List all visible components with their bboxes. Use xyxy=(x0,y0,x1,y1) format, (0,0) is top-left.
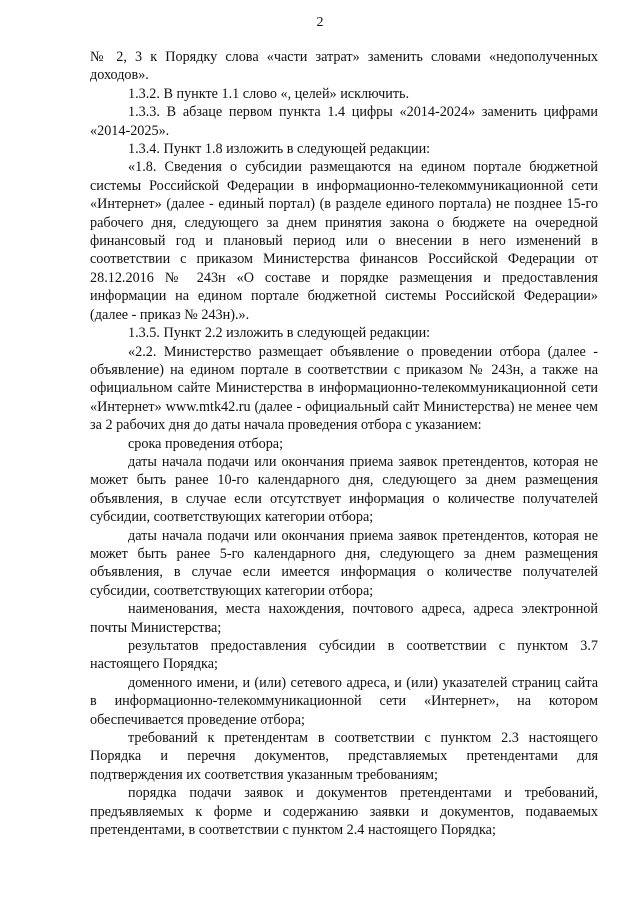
paragraph-1-3-3: 1.3.3. В абзаце первом пункта 1.4 цифры «2014-2024» заменить цифрами «2014-2025». xyxy=(90,104,598,139)
paragraph-1-3-2: 1.3.2. В пункте 1.1 слово «, целей» исключить. xyxy=(128,85,410,102)
list-item-application-procedure: порядка подачи заявок и документов претендентами и требований, предъявляемых к форме и содержанию заявки и документов, подаваемых претендентами, в соответствии с пунктом 2.4 настоящего Порядка; xyxy=(90,785,598,839)
paragraph-1-3-5: 1.3.5. Пункт 2.2 изложить в следующей редакции: xyxy=(128,325,431,342)
list-item-applicant-requirements: требований к претендентам в соответствии с пунктом 2.3 настоящего Порядка и перечня документов, представляемых претендентами для подтверждения их соответствия указанным требованиям; xyxy=(90,730,598,783)
paragraph-1-3-4: 1.3.4. Пункт 1.8 изложить в следующей редакции: xyxy=(128,141,431,158)
paragraph-1-8-text: «1.8. Сведения о субсидии размещаются на едином портале бюджетной системы Российской Федерации в информационно-телекоммуникационной сети «Интернет» (далее - единый портал) (в разделе единого портала) не позднее 15-го рабочего дня, следующего за днем принятия закона о бюджете на очередной финансовый год и плановый период или о внесении в него изменений в соответствии с приказом Министерства финансов Российской Федерации от 28.12.2016 № 243н «О составе и порядке размещения и предоставления информации на едином портале бюджетной системы Российской Федерации» (далее - приказ № 243н).». xyxy=(90,159,598,323)
list-item-domain-name: доменного имени, и (или) сетевого адреса, и (или) указателей страниц сайта в информационно-телекоммуникационной сети «Интернет», на котором обеспечивается проведение отбора; xyxy=(90,674,598,728)
paragraph-2-2-text: «2.2. Министерство размещает объявление о проведении отбора (далее - объявление) на едином портале в соответствии с приказом № 243н, а также на официальном сайте Министерства в информационно-телекоммуникационной сети «Интернет» www.mtk42.ru (далее - официальный сайт Министерства) не менее чем за 2 рабочих дня до даты начала проведения отбора с указанием: xyxy=(90,343,598,434)
list-item-subsidy-results: результатов предоставления субсидии в соответствии с пунктом 3.7 настоящего Порядка; xyxy=(90,638,598,673)
list-item-ministry-contacts: наименования, места нахождения, почтового адреса, адреса электронной почты Министерства; xyxy=(90,601,598,636)
list-item-selection-period: срока проведения отбора; xyxy=(128,435,284,452)
paragraph-amendment-continuation: № 2, 3 к Порядку слова «части затрат» заменить словами «недополученных доходов». xyxy=(90,49,598,84)
list-item-dates-10-day: даты начала подачи или окончания приема заявок претендентов, которая не может быть ранее 10-го календарного дня, следующего за днем размещения объявления, в случае если отсутствует информация о количестве получателей субсидии, соответствующих категории отбора; xyxy=(90,453,598,526)
list-item-dates-5-day: даты начала подачи или окончания приема заявок претендентов, которая не может быть ранее 5-го календарного дня, следующего за днем размещения объявления, в случае если имеется информация о количестве получателей субсидии, соответствующих категории отбора; xyxy=(90,527,598,599)
page-number: 2 xyxy=(316,15,324,30)
document-body xyxy=(90,48,598,839)
